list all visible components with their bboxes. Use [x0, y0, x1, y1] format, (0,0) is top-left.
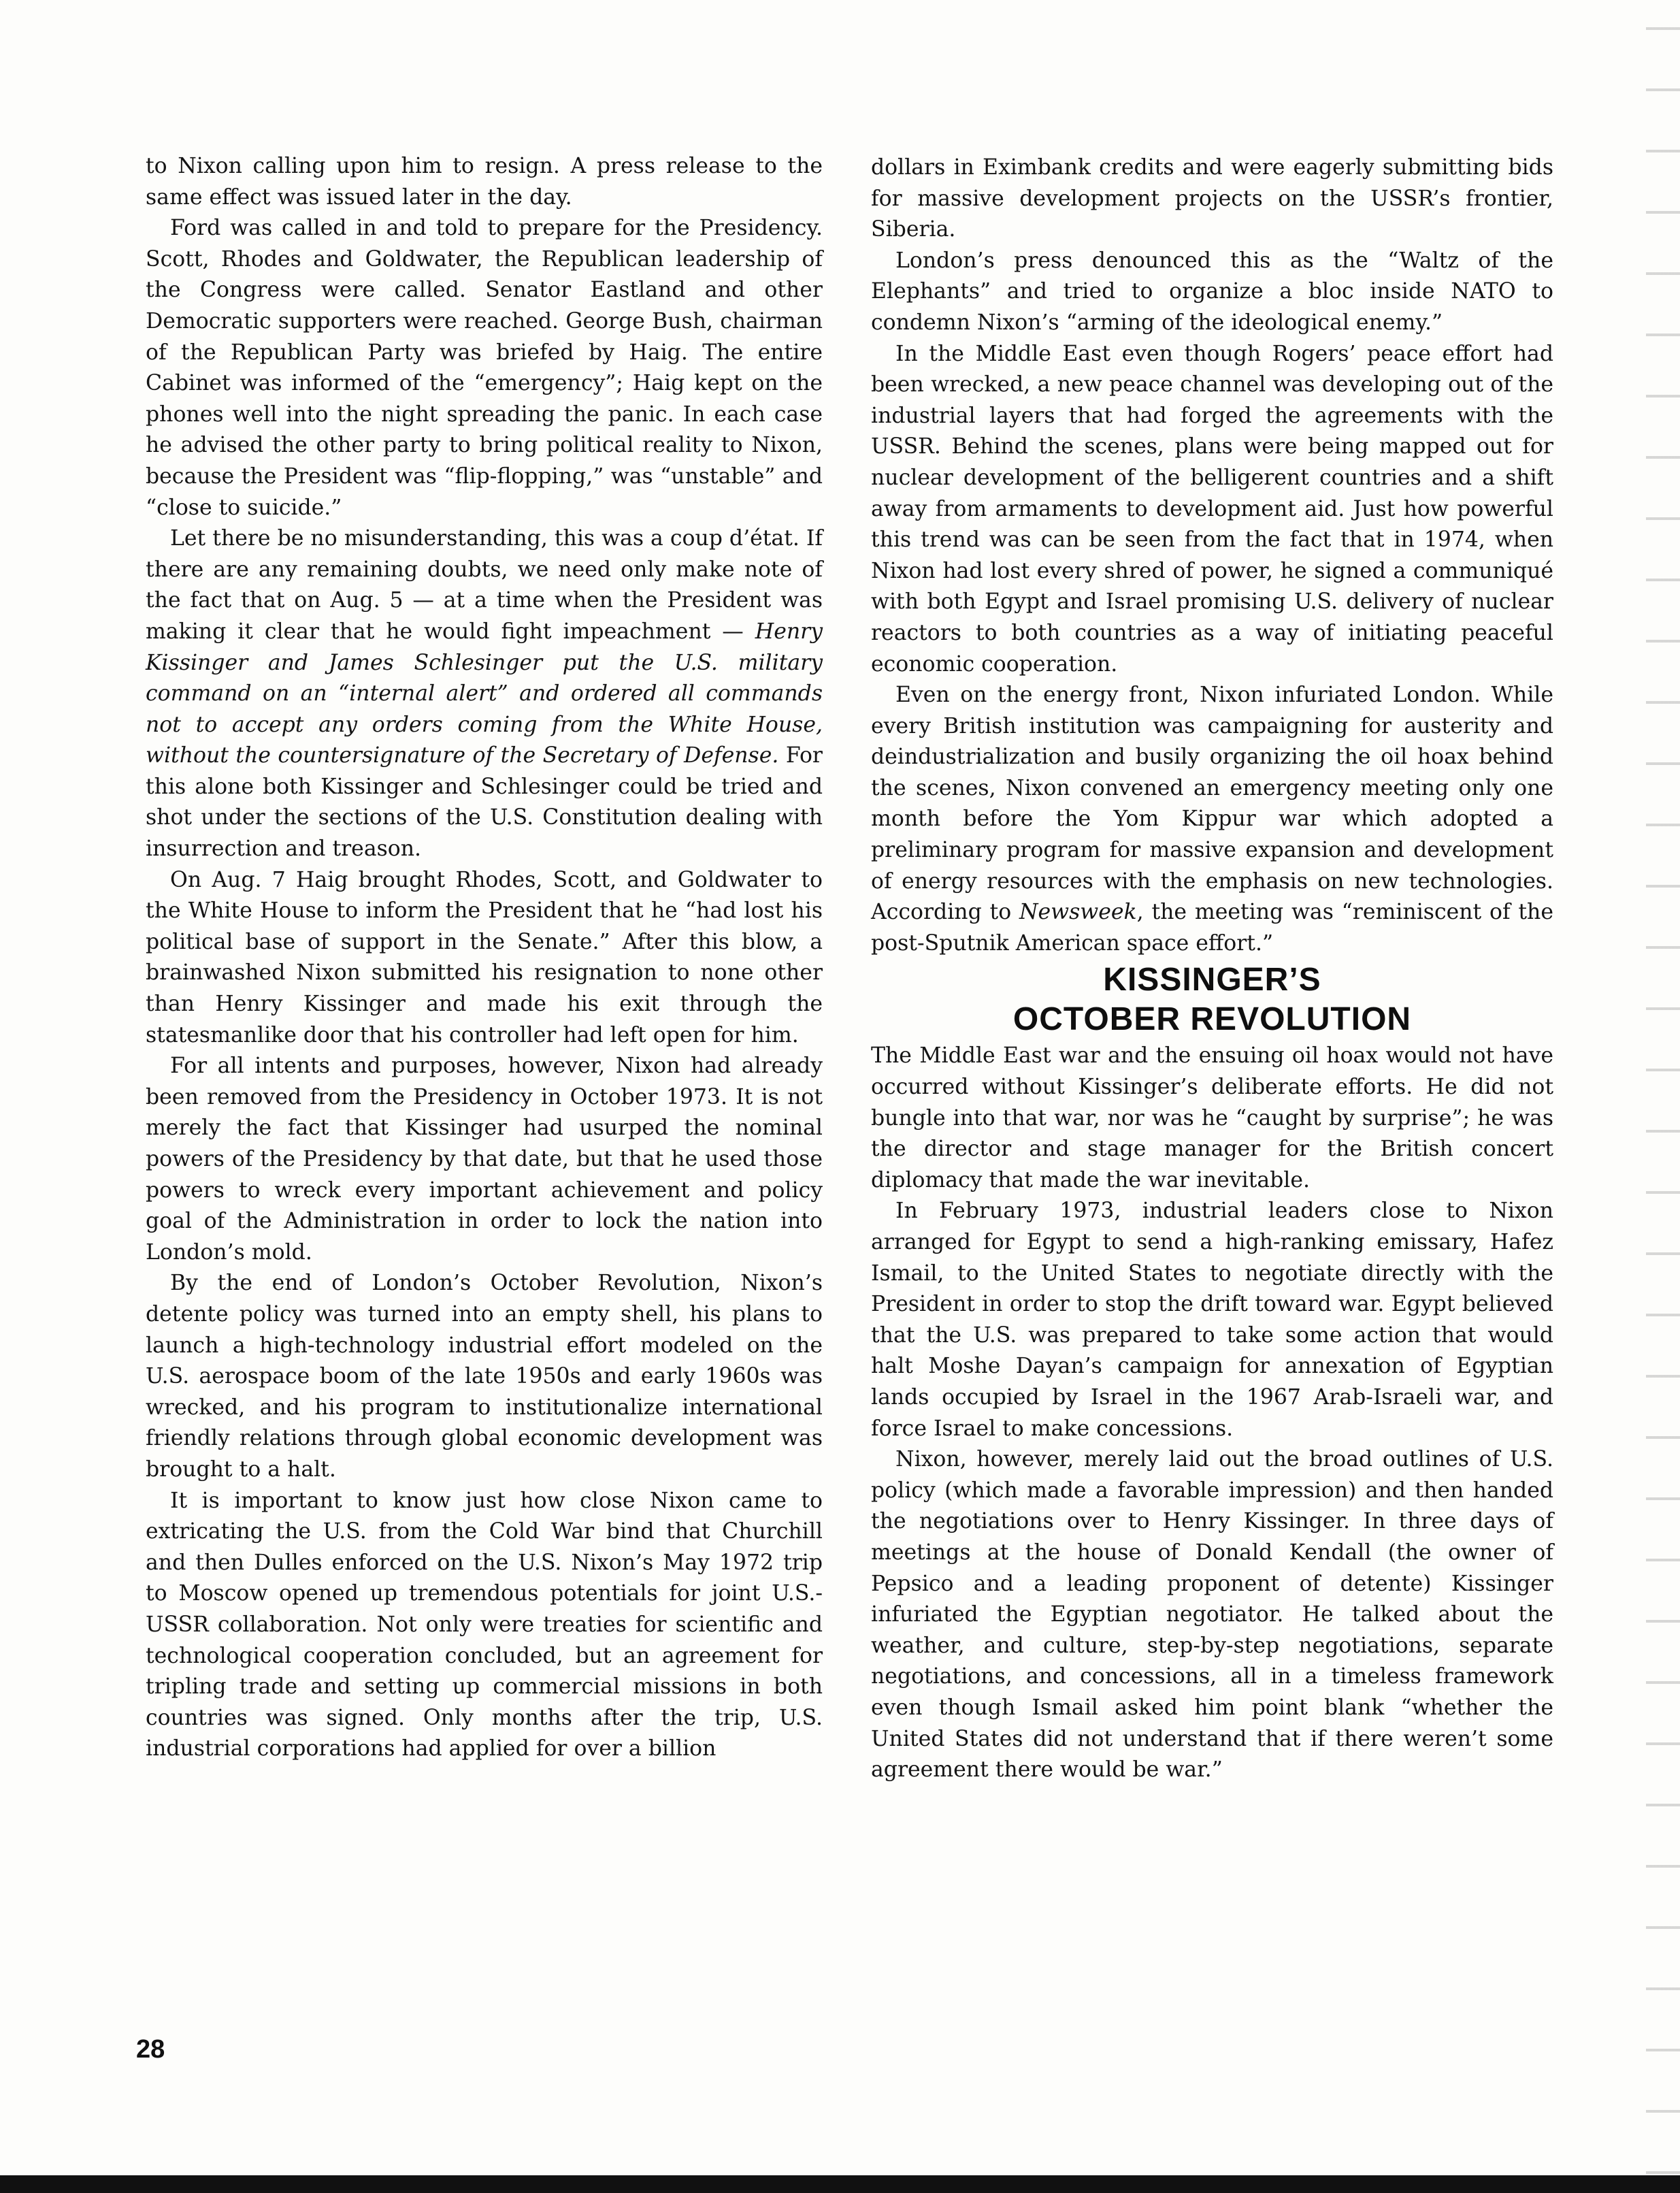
section-heading	[871, 960, 1553, 1039]
paragraph: It is important to know just how close Nixon came to extricating the U.S. from the Cold War bind that Churchill and then Dulles enforced on the U.S. Nixon’s May 1972 trip to Moscow opened up tremendous potentials for joint U.S.-USSR collaboration. Not only were treaties for scientific and technological cooperation concluded, but an agreement for tripling trade and setting up commercial missions in both countries was signed. Only months after the trip, U.S. industrial corporations had applied for over a billion	[146, 1488, 823, 1761]
paragraph	[871, 680, 1553, 959]
right-column	[871, 152, 1553, 1786]
paragraph-text: Even on the energy front, Nixon infuriated London. While every British institution was campaigning for austerity and deindustrialization and busily organizing the oil hoax behind the scenes, Nixon convened an emergency meeting only one month before the Yom Kippur war which adopted a preliminary program for massive expansion and development of energy resources with the emphasis on new technologies. According to	[871, 683, 1553, 925]
paragraph	[146, 523, 823, 865]
section-heading-line-1: KISSINGER’S	[1103, 962, 1321, 998]
paragraph: For all intents and purposes, however, Nixon had already been removed from the Presidency in October 1973. It is not merely the fact that Kissinger had usurped the nominal powers of the Presidency by that date, but that he used those powers to wreck every important achievement and policy goal of the Administration in order to lock the nation into London’s mold.	[146, 1054, 823, 1265]
paragraph: Nixon, however, merely laid out the broad outlines of U.S. policy (which made a favorable impression) and then handed the negotiations over to Henry Kissinger. In three days of meetings at the house of Donald Kendall (the owner of Pepsico and a leading proponent of detente) Kissinger infuriated the Egyptian negotiator. He talked about the weather, and culture, step-by-step negotiations, separate negotiations, and concessions, all in a timeless framework even though Ismail asked him point blank “whether the United States did not understand that if there weren’t some agreement there would be war.”	[871, 1447, 1553, 1783]
scan-edge-marks	[1646, 0, 1680, 2175]
paragraph: to Nixon calling upon him to resign. A press release to the same effect was issued later in the day.	[146, 154, 823, 210]
left-column	[146, 151, 823, 1765]
paragraph-text: Let there be no misunderstanding, this was a coup d’état. If there are any remaining doubts, we need only make note of the fact that on Aug. 5 — at a time when the President was making it clear that he would fight impeachment —	[146, 526, 823, 644]
paragraph: dollars in Eximbank credits and were eagerly submitting bids for massive development projects on the USSR’s frontier, Siberia.	[871, 155, 1553, 242]
paragraph: By the end of London’s October Revolution, Nixon’s detente policy was turned into an empty shell, his plans to launch a high-technology industrial effort modeled on the U.S. aerospace boom of the late 1950s and early 1960s was wrecked, and his program to institutionalize international friendly relations through global economic development was brought to a halt.	[146, 1271, 823, 1482]
paragraph-text: , the meeting was “reminiscent of the post-Sputnik American space effort.”	[871, 900, 1553, 956]
paragraph-text: For this alone both Kissinger and Schlesinger could be tried and shot under the sections of the U.S. Constitution dealing with insurrection and treason.	[146, 743, 823, 862]
paragraph: In February 1973, industrial leaders close to Nixon arranged for Egypt to send a high-ranking emissary, Hafez Ismail, to the United States to negotiate directly with the President in order to stop the drift toward war. Egypt believed that the U.S. was prepared to take some action that would halt Moshe Dayan’s campaign for annexation of Egyptian lands occupied by Israel in the 1967 Arab-Israeli war, and force Israel to make concessions.	[871, 1199, 1553, 1441]
italic-publication: Newsweek	[1019, 900, 1137, 925]
scan-bottom-border	[0, 2175, 1680, 2193]
paragraph: London’s press denounced this as the “Waltz of the Elephants” and tried to organize a bloc inside NATO to condemn Nixon’s “arming of the ideological enemy.”	[871, 248, 1553, 335]
paragraph: Ford was called in and told to prepare for the Presidency. Scott, Rhodes and Goldwater, the Republican leadership of the Congress were called. Senator Eastland and other Democratic supporters were reached. George Bush, chairman of the Republican Party was briefed by Haig. The entire Cabinet was informed of the “emergency”; Haig kept on the phones well into the night spreading the panic. In each case he advised the other party to bring political reality to Nixon, because the President was “flip-flopping,” was “unstable” and “close to suicide.”	[146, 216, 823, 520]
page-number: 28	[136, 2035, 165, 2064]
section-heading-line-2: OCTOBER REVOLUTION	[1012, 1001, 1412, 1038]
paragraph: In the Middle East even though Rogers’ peace effort had been wrecked, a new peace channel was developing out of the industrial layers that had forged the agreements with the USSR. Behind the scenes, plans were being mapped out for nuclear development of the belligerent countries and a shift away from armaments to development aid. Just how powerful this trend was can be seen from the fact that in 1974, when Nixon had lost every shred of power, he signed a communiqué with both Egypt and Israel promising U.S. delivery of nuclear reactors to both countries as a way of initiating peaceful economic cooperation.	[871, 341, 1553, 677]
paragraph: On Aug. 7 Haig brought Rhodes, Scott, and Goldwater to the White House to inform the President that he “had lost his political base of support in the Senate.” After this blow, a brainwashed Nixon submitted his resignation to none other than Henry Kissinger and made his exit through the statesmanlike door that his controller had left open for him.	[146, 867, 823, 1047]
italic-passage: Henry Kissinger and James Schlesinger put the U.S. military command on an “internal alert” and ordered all commands not to accept any orders coming from the White House, without the countersignature of the Secretary of Defense.	[146, 619, 823, 768]
paragraph: The Middle East war and the ensuing oil hoax would not have occurred without Kissinger’s deliberate efforts. He did not bungle into that war, nor was he “caught by surprise”; he was the director and stage manager for the British concert diplomacy that made the war inevitable.	[871, 1043, 1553, 1192]
